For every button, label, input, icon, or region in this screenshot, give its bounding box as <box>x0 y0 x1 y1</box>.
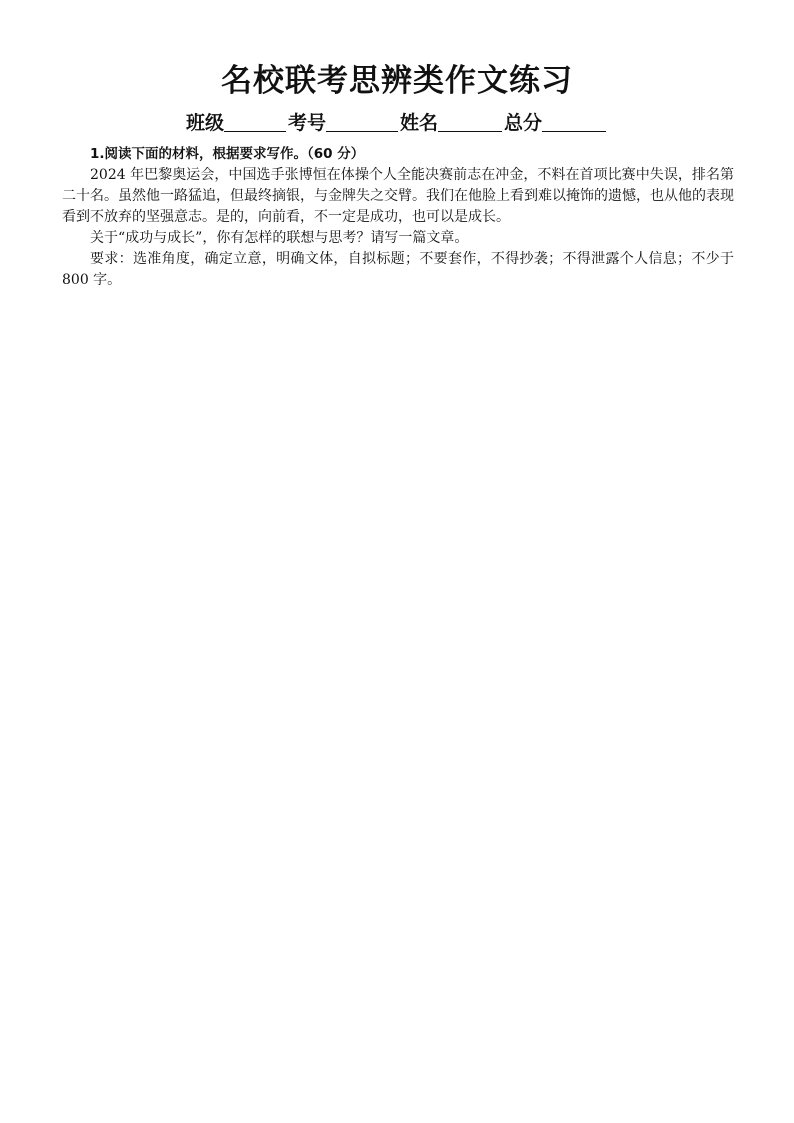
name-blank[interactable] <box>438 111 502 132</box>
name-label: 姓名 <box>400 112 439 134</box>
class-label: 班级 <box>185 112 224 134</box>
requirements-paragraph: 要求：选准角度，确定立意，明确文体，自拟标题；不要套作，不得抄袭；不得泄露个人信息；不少于 800 字。 <box>62 251 734 288</box>
exam-number-blank[interactable] <box>326 111 398 132</box>
question-block <box>62 143 734 291</box>
question-heading: 1.阅读下面的材料，根据要求写作。（60 分） <box>90 146 365 162</box>
score-blank[interactable] <box>542 111 606 132</box>
class-blank[interactable] <box>224 111 286 132</box>
prompt-paragraph: 关于“成功与成长”，你有怎样的联想与思考？请写一篇文章。 <box>90 230 469 246</box>
student-info-line <box>0 108 794 138</box>
page-title: 名校联考思辨类作文练习 <box>221 63 573 99</box>
exam-number-label: 考号 <box>287 112 326 134</box>
score-label: 总分 <box>504 112 543 134</box>
material-paragraph: 2024 年巴黎奥运会，中国选手张博恒在体操个人全能决赛前志在冲金，不料在首项比赛中失误，排名第二十名。虽然他一路猛追，但最终摘银，与金牌失之交臂。我们在他脸上看到难以掩饰的遗憾，也从他的表现看到不放弃的坚强意志。是的，向前看，不一定是成功，也可以是成长。 <box>62 167 734 225</box>
